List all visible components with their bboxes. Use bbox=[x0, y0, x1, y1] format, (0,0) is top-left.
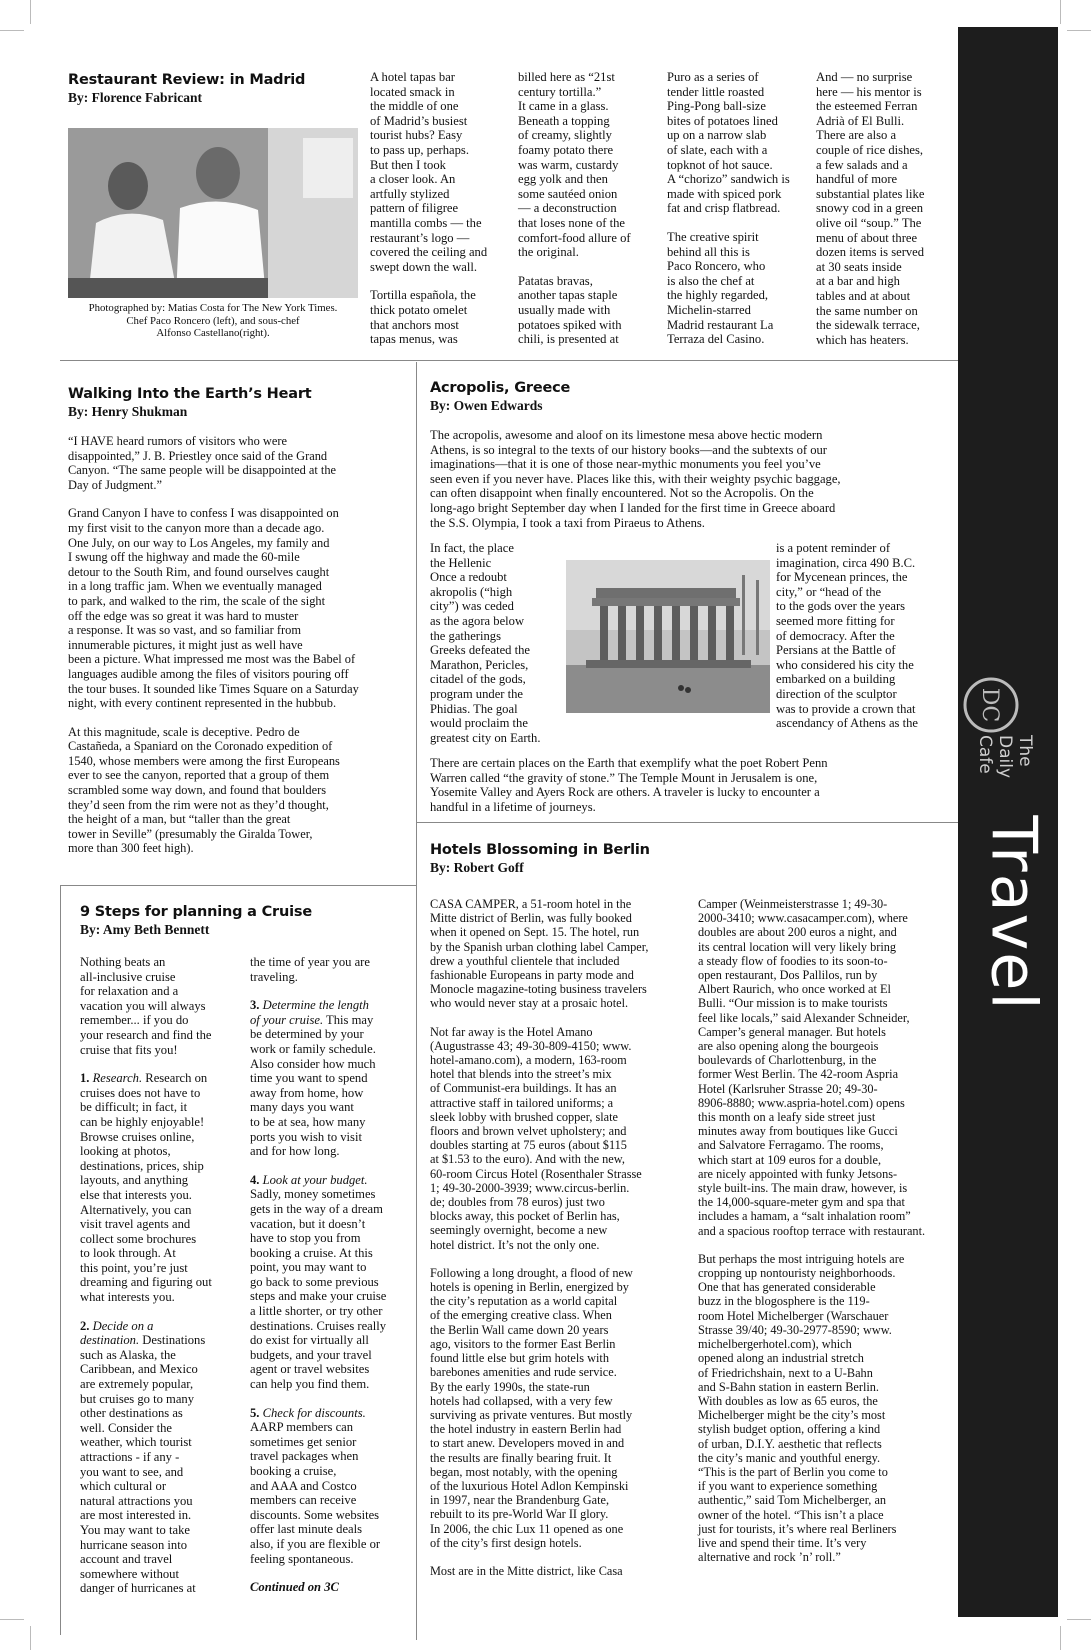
divider bbox=[416, 362, 417, 1640]
madrid-column-2: billed here as “21st century tortilla.” It came in a glass. Beneath a topping of creamy, slightly foamy potato there was warm, custardy egg yolk and then some sautéed onion — a deconstruction that loses none of the comfort-food allure of the original. Patatas bravas, another tapas staple usually made with potatoes spiked with chili, is presented at bbox=[518, 70, 631, 347]
headline: Acropolis, Greece bbox=[430, 380, 571, 396]
divider bbox=[416, 822, 958, 823]
berlin-column-2: Camper (Weinmeisterstrasse 1; 49-30- 2000-3410; www.casacamper.com), where doubles are about 200 euros a night, and its central location will very likely bring a steady flow of foodies to its soon-to- open restaurant, Dos Pallilos, run by Albert Raurich, who once worked at El Bulli. “Our mission is to make tourists feel like locals,” said Alexander Schneider, Camper’s general manager. But hotels are also opening along the bourgeois boulevards of Charlottenburg, in the former West Berlin. The 42-room Aspria Hotel (Karlsruher Strasse 20; 49-30- 8906-8880; www.aspria-hotel.com) opens this month on a leafy side street just minutes away from boutiques like Gucci and Salvatore Ferragamo. The rooms, which start at 109 euros for a double, are nicely appointed with funky Jetsons- style built-ins. The main draw, however, is the 14,000-square-meter gym and spa that includes a hamam, a “salt inhalation room” and a spacious rooftop terrace with restaurant. But perhaps the most intriguing hotels are cropping up nontouristy neighborhoods. One that has generated considerable buzz in the blogosphere is the 119- room Hotel Michelberger (Warschauer Strasse 39/40; 49-30-2977-8590; www. michelbergerhotel.com), which opened along an industrial stretch of Friedrichshain, next to a U-Bahn and S-Bahn station in eastern Berlin. With doubles as low as 65 euros, the Michelberger might be the city’s most stylish budget option, offering a kind of urban, D.I.Y. aesthetic that reflects the city’s manic and youthful energy. “This is the part of Berlin you come to if you want to experience something authentic,” said Tom Michelberger, an owner of the hotel. “This isn’t a place just for tourists, it’s where real Berliners live and spend their time. It’s very alternative and rock ’n’ roll.” bbox=[698, 897, 926, 1565]
article-madrid bbox=[68, 72, 358, 106]
headline: Walking Into the Earth’s Heart bbox=[68, 386, 312, 402]
acropolis-intro: The acropolis, awesome and aloof on its limestone mesa above hectic modern Athens, is so integral to the texts of our history books—and the subtexts of our imaginations—that it is one of those near-mythic monuments you feel you’ve seen even if you never have. Places like this, with their weighty psychic baggage, can often disappoint when finally encountered. Not so the Acropolis. On the long-ago bright September day when I landed for the first time in Greece aboard the S.S. Olympia, I took a taxi from Piraeus to Athens. bbox=[430, 428, 841, 530]
byline: By: Amy Beth Bennett bbox=[80, 922, 210, 937]
crop-mark bbox=[0, 1619, 24, 1620]
divider bbox=[60, 360, 958, 361]
crop-mark bbox=[30, 1626, 31, 1650]
byline: By: Henry Shukman bbox=[68, 404, 188, 419]
article-acropolis bbox=[430, 380, 930, 414]
svg-text:Cafe: Cafe bbox=[975, 735, 995, 774]
photo-caption: Photographed by: Matias Costa for The New York Times. Chef Paco Roncero (left), and sous-chef Alfonso Castellano(right). bbox=[88, 302, 338, 340]
svg-text:Daily: Daily bbox=[995, 735, 1015, 779]
headline: Hotels Blossoming in Berlin bbox=[430, 842, 650, 858]
article-cruise bbox=[80, 904, 410, 938]
section-title: Travel bbox=[977, 815, 1051, 1012]
acropolis-left-column: In fact, the place the Hellenic Once a redoubt akropolis (“high city”) was ceded as the agora below the gatherings Greeks defeated the Marathon, Pericles, citadel of the gods, program under the Phidias. The goal would proclaim the greatest city on Earth. bbox=[430, 541, 541, 745]
divider bbox=[60, 885, 416, 886]
crop-mark bbox=[1067, 1619, 1091, 1620]
headline: Restaurant Review: in Madrid bbox=[68, 72, 306, 88]
svg-text:DC: DC bbox=[977, 687, 1002, 723]
berlin-column-1: CASA CAMPER, a 51-room hotel in the Mitte district of Berlin, was fully booked when it opened on Sept. 15. The hotel, run by the Spanish urban clothing label Camper, drew a youthful clientele that included fashionable Europeans in party mode and Monocle magazine-toting business travelers who would never stay at a prosaic hotel. Not far away is the Hotel Amano (Augustrasse 43; 49-30-809-4150; www. hotel-amano.com), a modern, 163-room hotel that blends into the street’s mix of Communist-era buildings. It has an attractive staff in tailored uniforms; a sleek lobby with brushed copper, slate floors and brown velvet upholstery; and doubles starting at 75 euros (about $115 at $1.53 to the euro). And with the new, 60-room Circus Hotel (Rosenthaler Strasse 1; 49-30-2000-3939; www.circus-berlin. de; doubles from 78 euros) just two blocks away, this pocket of Berlin has, seemingly overnight, become a new hotel district. It’s not the only one. Following a long drought, a flood of new hotels is opening in Berlin, energized by the city’s reputation as a world capital of the emerging creative class. When the Berlin Wall came down 20 years ago, visitors to the former East Berlin found little else but grim hotels with barebones amenities and rude service. By the early 1990s, the state-run hotels had collapsed, with a very few surviving as private ventures. But mostly the hotel industry in eastern Berlin had to start anew. Developers moved in and the results are finally bearing fruit. It began, most notably, with the opening of the luxurious Hotel Adlon Kempinski in 1997, near the Brandenburg Gate, rebuilt to its pre-World War II glory. In 2006, the chic Lux 11 opened as one of the city’s first design hotels. Most are in the Mitte district, like Casa bbox=[430, 897, 649, 1578]
continued-link[interactable]: Continued on 3C bbox=[250, 1580, 339, 1595]
parthenon-photo-illustration bbox=[566, 560, 770, 713]
byline: By: Robert Goff bbox=[430, 860, 524, 875]
madrid-column-1: A hotel tapas bar located smack in the middle of one of Madrid’s busiest tourist hubs? Easy to pass up, perhaps. But then I took a closer look. An artfully stylized pattern of filigree mantilla combs — the restaurant’s logo — covered the ceiling and swept down the wall. Tortilla española, the thick potato omelet that anchors most tapas menus, was bbox=[370, 70, 488, 347]
article-earth bbox=[68, 386, 408, 420]
divider bbox=[60, 885, 61, 1635]
headline: 9 Steps for planning a Cruise bbox=[80, 904, 312, 920]
byline: By: Florence Fabricant bbox=[68, 90, 202, 105]
cruise-column-1: Nothing beats an all-inclusive cruise for relaxation and a vacation you will always remember... if you do your research and find the cruise that fits you! 1. Research. Research on cruises does not have to be difficult; in fact, it can be highly enjoyable! Browse cruises online, looking at photos, destinations, prices, ship layouts, and anything else that interests you. Alternatively, you can visit travel agents and collect some brochures to look through. At this point, you’re just dreaming and figuring out what interests you. 2. Decide on a destination. Destinations such as Alaska, the Caribbean, and Mexico are extremely popular, but cruises go to many other destinations as well. Consider the weather, which tourist attractions - if any - you want to see, and which cultural or natural attractions you are most interested in. You may want to take hurricane season into account and travel somewhere without danger of hurricanes at bbox=[80, 955, 212, 1596]
crop-mark bbox=[30, 0, 31, 24]
byline: By: Owen Edwards bbox=[430, 398, 543, 413]
article-berlin bbox=[430, 842, 930, 876]
svg-text:The: The bbox=[1015, 735, 1035, 767]
section-sidebar bbox=[958, 27, 1058, 1617]
chefs-photo bbox=[68, 128, 358, 298]
madrid-column-4: And — no surprise here — his mentor is the esteemed Ferran Adrià of El Bulli. There are also a couple of rice dishes, a few salads and a handful of more substantial plates like snowy cod in a green olive oil “soup.” The menu of about three dozen items is served at 30 seats inside at a bar and high tables and at about the same number on the sidewalk terrace, which has heaters. bbox=[816, 70, 925, 347]
crop-mark bbox=[1060, 0, 1061, 24]
acropolis-outro: There are certain places on the Earth that exemplify what the poet Robert Penn Warren called “the gravity of stone.” The Temple Mount in Jerusalem is one, Yosemite Valley and Ayers Rock are others. A traveler is lucky to encounter a handful in a lifetime of journeys. bbox=[430, 756, 828, 814]
earth-body: “I HAVE heard rumors of visitors who were disappointed,” J. B. Priestley once said of the Grand Canyon. “The same people will be disappointed at the Day of Judgment.” Grand Canyon I have to confess I was disappointed on my first visit to the canyon more than a decade ago. One July, on our way to Los Angeles, my family and I swung off the highway and made the 60-mile detour to the South Rim, and found ourselves caught in a long traffic jam. When we eventually managed to park, and walked to the rim, the scale of the sight off the edge was so great it was hard to muster a response. It was so vast, and so familiar from innumerable pictures, it might just as well have been a picture. What impressed me most was the Babel of languages audible among the files of visitors pouring off the tour buses. It sounded like Times Square on a Saturday night, with every continent represented in the hubbub. At this magnitude, scale is deceptive. Pedro de Castañeda, a Spaniard on the Coronado expedition of 1540, whose members were among the first Europeans ever to see the canyon, reported that a group of them scrambled some way down, and found that boulders they’d seen from the rim were not as they’d thought, the height of a man, but “taller than the great tower in Seville” (presumably the Giralda Tower, more than 300 feet high). bbox=[68, 434, 359, 856]
crop-mark bbox=[1060, 1626, 1061, 1650]
crop-mark bbox=[0, 30, 24, 31]
acropolis-right-column: is a potent reminder of imagination, circa 490 B.C. for Mycenean princes, the city,” or “head of the to the gods over the years seemed more fitting for of democracy. After the Persians at the Battle of who considered his city the embarked on a building direction of the sculptor was to provide a crown that ascendancy of Athens as the bbox=[776, 541, 918, 731]
crop-mark bbox=[1067, 30, 1091, 31]
cruise-column-2: the time of year you are traveling. 3. Determine the length of your cruise. This may be determined by your work or family schedule. Also consider how much time you want to spend away from home, how many days you want to be at sea, how many ports you wish to visit and for how long. 4. Look at your budget. Sadly, money sometimes gets in the way of a dream vacation, but it doesn’t have to stop you from booking a cruise. At this point, you may want to go back to some previous steps and make your cruise a little shorter, or try other destinations. Cruises really do exist for virtually all budgets, and your travel agent or travel websites can help you find them. 5. Check for discounts. AARP members can sometimes get senior travel packages when booking a cruise, and AAA and Costco members can receive discounts. Some websites offer last minute deals also, if you are flexible or feeling spontaneous. Continued on 3C bbox=[250, 955, 410, 1595]
madrid-column-3: Puro as a series of tender little roasted Ping-Pong ball-size bites of potatoes lined up on a narrow slab of slate, each with a topknot of hot sauce. A “chorizo” sandwich is made with spiced pork fat and crisp flatbread. The creative spirit behind all this is Paco Roncero, who is also the chef at the highly regarded, Michelin-starred Madrid restaurant La Terraza del Casino. bbox=[667, 70, 790, 347]
chefs-photo-illustration bbox=[68, 128, 358, 298]
parthenon-photo bbox=[566, 560, 770, 713]
